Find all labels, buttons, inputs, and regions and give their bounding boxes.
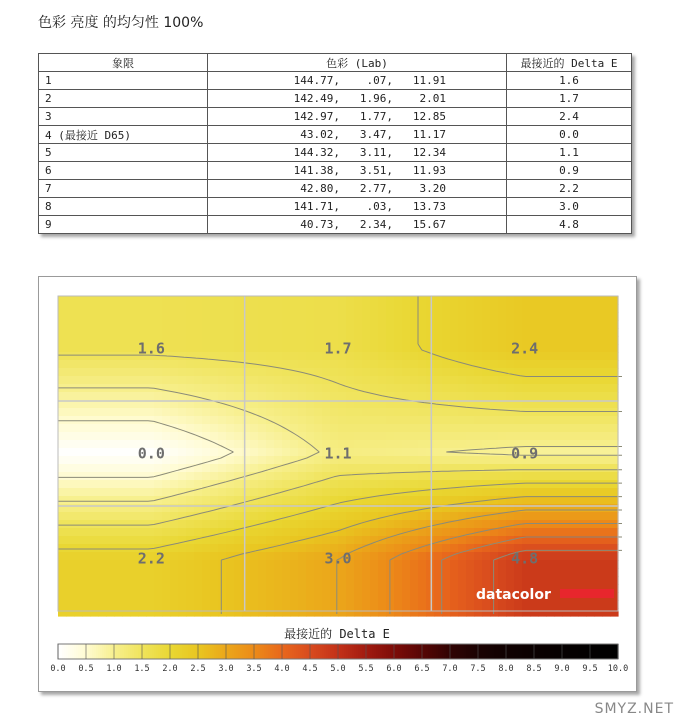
table-row <box>39 108 632 126</box>
brand-logo-text: datacolor <box>476 587 551 603</box>
table-row <box>39 144 632 162</box>
legend-tick-label: 1.5 <box>134 664 150 674</box>
brand-logo-bar <box>560 589 614 598</box>
delta-e-cell: 3.0 <box>507 198 632 216</box>
uniformity-heatmap-frame <box>38 276 637 692</box>
delta-e-cell: 4.8 <box>507 216 632 234</box>
legend-tick-label: 9.0 <box>554 664 570 674</box>
lab-cell: 142.49, 1.96, 2.01 <box>208 90 507 108</box>
quadrant-cell: 3 <box>39 108 208 126</box>
cell-value-label: 3.0 <box>324 549 352 568</box>
cell-value-label: 4.8 <box>511 549 539 568</box>
table-row <box>39 216 632 234</box>
table-header-row <box>39 54 632 72</box>
table-body <box>39 72 632 234</box>
legend-tick-label: 1.0 <box>106 664 122 674</box>
lab-cell: 144.77, .07, 11.91 <box>208 72 507 90</box>
legend-tick-label: 7.0 <box>442 664 458 674</box>
uniformity-heatmap <box>39 277 636 691</box>
legend-tick-label: 4.0 <box>274 664 290 674</box>
quadrant-cell: 5 <box>39 144 208 162</box>
table-row <box>39 72 632 90</box>
legend-tick-label: 0.0 <box>50 664 66 674</box>
cell-value-label: 2.4 <box>511 339 539 358</box>
quadrant-cell: 2 <box>39 90 208 108</box>
legend-tick-label: 6.5 <box>414 664 430 674</box>
legend-tick-label: 7.5 <box>470 664 486 674</box>
uniformity-table-container <box>38 53 632 234</box>
lab-cell: 144.32, 3.11, 12.34 <box>208 144 507 162</box>
legend-tick-label: 10.0 <box>607 664 629 674</box>
legend-tick-label: 9.5 <box>582 664 598 674</box>
quadrant-cell: 9 <box>39 216 208 234</box>
table-row <box>39 126 632 144</box>
quadrant-cell: 6 <box>39 162 208 180</box>
lab-cell: 42.80, 2.77, 3.20 <box>208 180 507 198</box>
uniformity-table <box>38 53 632 234</box>
legend-tick-label: 8.0 <box>498 664 514 674</box>
watermark: SMYZ.NET <box>594 701 674 717</box>
legend-tick-label: 8.5 <box>526 664 542 674</box>
quadrant-cell: 1 <box>39 72 208 90</box>
quadrant-cell: 4 (最接近 D65) <box>39 126 208 144</box>
quadrant-cell: 8 <box>39 198 208 216</box>
quadrant-cell: 7 <box>39 180 208 198</box>
delta-e-cell: 1.7 <box>507 90 632 108</box>
cell-value-label: 1.6 <box>137 339 165 358</box>
delta-e-cell: 0.0 <box>507 126 632 144</box>
cell-value-label: 0.0 <box>137 444 165 463</box>
legend-tick-label: 4.5 <box>302 664 318 674</box>
cell-value-label: 1.1 <box>324 444 352 463</box>
legend-tick-label: 0.5 <box>78 664 94 674</box>
cell-value-label: 0.9 <box>511 444 539 463</box>
legend-tick-label: 3.0 <box>218 664 234 674</box>
header-delta-e: 最接近的 Delta E <box>507 54 632 72</box>
table-row <box>39 180 632 198</box>
legend-tick-label: 5.0 <box>330 664 346 674</box>
delta-e-cell: 0.9 <box>507 162 632 180</box>
delta-e-cell: 1.6 <box>507 72 632 90</box>
legend-tick-label: 3.5 <box>246 664 262 674</box>
header-lab: 色彩 (Lab) <box>208 54 507 72</box>
legend-tick-label: 5.5 <box>358 664 374 674</box>
cell-value-label: 1.7 <box>324 339 352 358</box>
lab-cell: 141.38, 3.51, 11.93 <box>208 162 507 180</box>
page-title: 色彩 亮度 的均匀性 100% <box>38 15 204 31</box>
lab-cell: 43.02, 3.47, 11.17 <box>208 126 507 144</box>
lab-cell: 142.97, 1.77, 12.85 <box>208 108 507 126</box>
delta-e-cell: 1.1 <box>507 144 632 162</box>
lab-cell: 40.73, 2.34, 15.67 <box>208 216 507 234</box>
table-row <box>39 90 632 108</box>
table-row <box>39 162 632 180</box>
legend-tick-label: 6.0 <box>386 664 402 674</box>
legend-title: 最接近的 Delta E <box>284 627 390 641</box>
delta-e-cell: 2.2 <box>507 180 632 198</box>
lab-cell: 141.71, .03, 13.73 <box>208 198 507 216</box>
delta-e-cell: 2.4 <box>507 108 632 126</box>
header-quadrant: 象限 <box>39 54 208 72</box>
table-row <box>39 198 632 216</box>
legend-tick-label: 2.0 <box>162 664 178 674</box>
legend-tick-label: 2.5 <box>190 664 206 674</box>
cell-value-label: 2.2 <box>137 549 165 568</box>
